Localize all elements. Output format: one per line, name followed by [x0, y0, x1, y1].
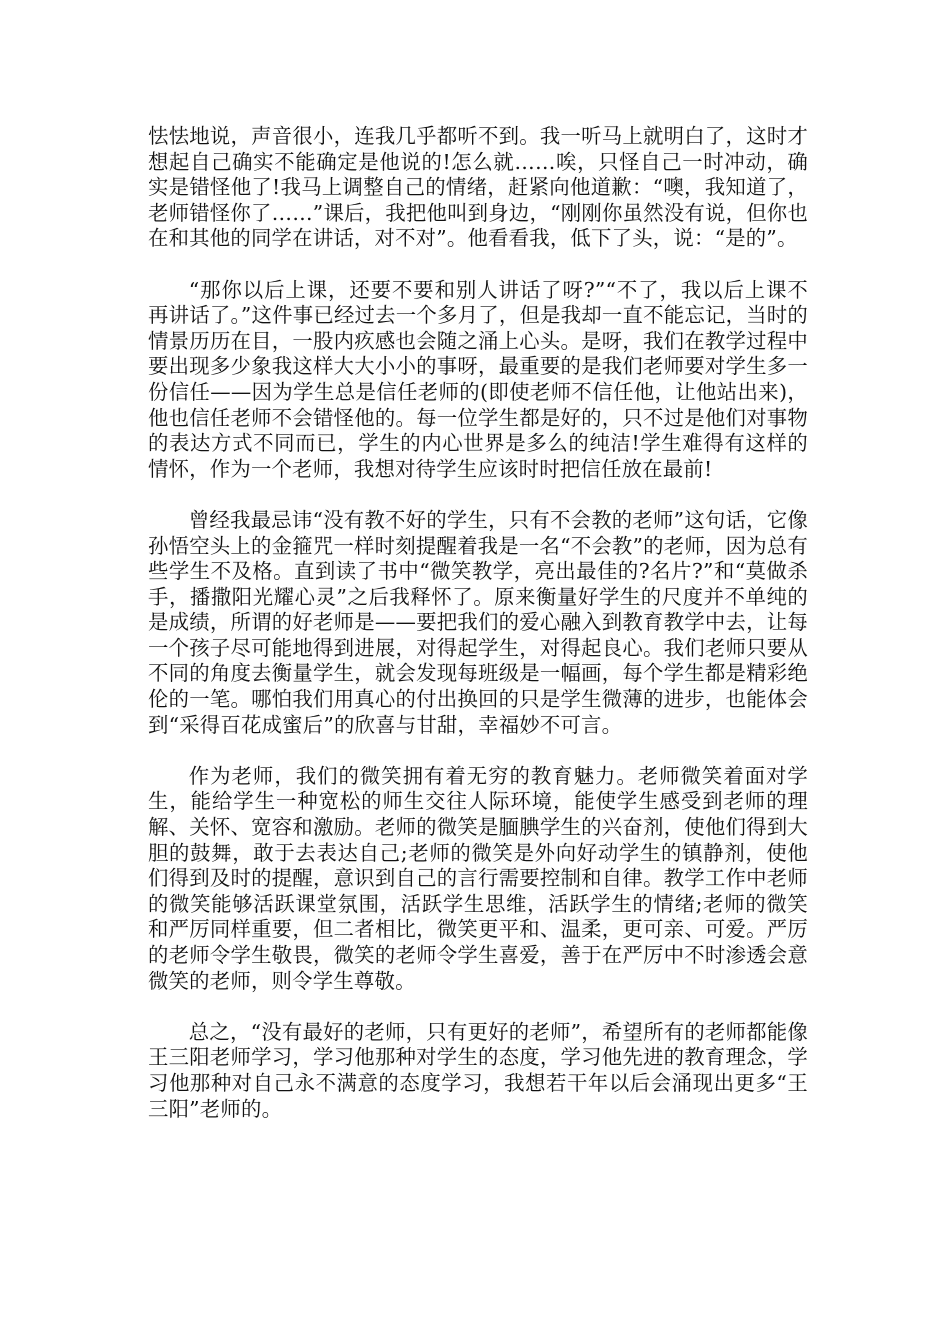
paragraph-3: 曾经我最忌讳“没有教不好的学生，只有不会教的老师”这句话，它像孙悟空头上的金箍咒一样时刻提醒着我是一名“不会教”的老师，因为总有些学生不及格。直到读了书中“微笑教学，亮出最佳的?名片?”和“莫做杀手，播撒阳光耀心灵”之后我释怀了。原来衡量好学生的尺度并不单纯的是成绩，所谓的好老师是——要把我们的爱心融入到教育教学中去，让每一个孩子尽可能地得到进展，对得起学生，对得起良心。我们老师只要从不同的角度去衡量学生，就会发现每班级是一幅画，每个学生都是精彩绝伦的一笔。哪怕我们用真心的付出换回的只是学生微薄的进步，也能体会到“采得百花成蜜后”的欣喜与甘甜，幸福妙不可言。: [148, 507, 808, 737]
document-body: [148, 124, 808, 1148]
paragraph-2: “那你以后上课，还要不要和别人讲话了呀?”“不了，我以后上课不再讲话了。”这件事已经过去一个多月了，但是我却一直不能忘记，当时的情景历历在目，一股内疚感也会随之涌上心头。是呀，我们在教学过程中要出现多少象我这样大大小小的事呀，最重要的是我们老师要对学生多一份信任——因为学生总是信任老师的(即使老师不信任他，让他站出来)，他也信任老师不会错怪他的。每一位学生都是好的，只不过是他们对事物的表达方式不同而已，学生的内心世界是多么的纯洁!学生难得有这样的情怀，作为一个老师，我想对待学生应该时时把信任放在最前!: [148, 277, 808, 481]
paragraph-1: 怯怯地说，声音很小，连我几乎都听不到。我一听马上就明白了，这时才想起自己确实不能确定是他说的!怎么就……唉，只怪自己一时冲动，确实是错怪他了!我马上调整自己的情绪，赶紧向他道歉：“噢，我知道了，老师错怪你了……”课后，我把他叫到身边，“刚刚你虽然没有说，但你也在和其他的同学在讲话，对不对”。他看看我，低下了头，说：“是的”。: [148, 124, 808, 251]
paragraph-4: 作为老师，我们的微笑拥有着无穷的教育魅力。老师微笑着面对学生，能给学生一种宽松的师生交往人际环境，能使学生感受到老师的理解、关怀、宽容和激励。老师的微笑是腼腆学生的兴奋剂，使他们得到大胆的鼓舞，敢于去表达自己;老师的微笑是外向好动学生的镇静剂，使他们得到及时的提醒，意识到自己的言行需要控制和自律。教学工作中老师的微笑能够活跃课堂氛围，活跃学生思维，活跃学生的情绪;老师的微笑和严厉同样重要，但二者相比，微笑更平和、温柔，更可亲、可爱。严厉的老师令学生敬畏，微笑的老师令学生喜爱，善于在严厉中不时渗透会意微笑的老师，则令学生尊敬。: [148, 763, 808, 993]
paragraph-5: 总之，“没有最好的老师，只有更好的老师”，希望所有的老师都能像王三阳老师学习，学习他那种对学生的态度，学习他先进的教育理念，学习他那种对自己永不满意的态度学习，我想若干年以后会涌现出更多“王三阳”老师的。: [148, 1019, 808, 1121]
